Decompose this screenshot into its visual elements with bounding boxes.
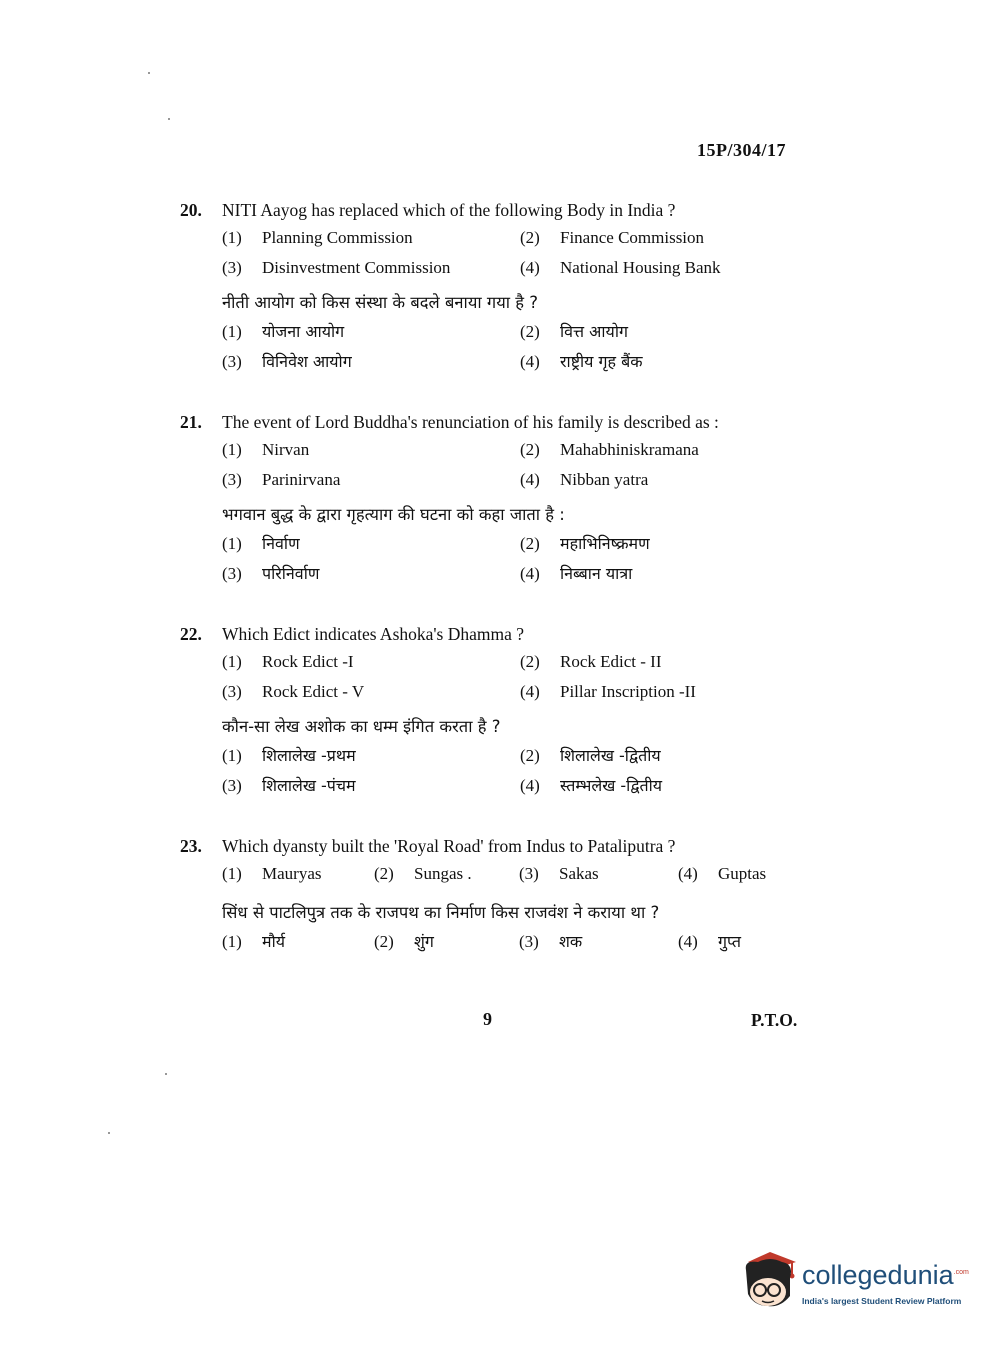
- question-21: [180, 410, 820, 590]
- hindi-option-3: (3) परिनिर्वाण: [222, 564, 320, 583]
- hindi-options: [222, 740, 820, 802]
- hindi-option-3: (3) शिलालेख -पंचम: [222, 776, 356, 795]
- option-1: (1) Nirvan: [222, 440, 310, 459]
- question-text: Which Edict indicates Ashoka's Dhamma ?: [222, 624, 525, 644]
- mascot-icon: [740, 1248, 800, 1312]
- option-1: (1) Rock Edict -I: [222, 652, 354, 671]
- option-4: (4) National Housing Bank: [520, 258, 721, 277]
- hindi-question-text: नीती आयोग को किस संस्था के बदले बनाया गया है ?: [222, 293, 539, 312]
- logo-wordmark: collegedunia$^{.com}$: [802, 1260, 969, 1290]
- option-3: (3) Disinvestment Commission: [222, 258, 451, 277]
- hindi-option-2: (2) शिलालेख -द्वितीय: [520, 746, 661, 765]
- option-3: (3) Parinirvana: [222, 470, 341, 489]
- question-number: 21.: [180, 412, 202, 432]
- option-1: (1) Planning Commission: [222, 228, 413, 247]
- paper-code: 15P/304/17: [697, 140, 786, 160]
- hindi-options: [222, 926, 820, 956]
- hindi-option-4: (4) राष्ट्रीय गृह बैंक: [520, 352, 643, 371]
- english-options: [222, 646, 820, 706]
- hindi-option-1: (1) मौर्य: [222, 932, 285, 951]
- pto-label: P.T.O.: [751, 1010, 798, 1030]
- hindi-option-2: (2) महाभिनिष्क्रमण: [520, 534, 650, 553]
- english-options: [222, 222, 820, 282]
- scan-speck: [165, 1073, 167, 1075]
- option-1: (1) Mauryas: [222, 864, 322, 883]
- scan-speck: [108, 1132, 110, 1134]
- hindi-options: [222, 316, 820, 378]
- hindi-option-4: (4) निब्बान यात्रा: [520, 564, 633, 583]
- question-23: [180, 834, 820, 956]
- hindi-options: [222, 528, 820, 590]
- question-number: 23.: [180, 836, 202, 856]
- question-number: 20.: [180, 200, 202, 220]
- collegedunia-logo: [740, 1248, 970, 1318]
- option-4: (4) Nibban yatra: [520, 470, 649, 489]
- scan-speck: [168, 118, 170, 120]
- question-text: Which dyansty built the 'Royal Road' from Indus to Pataliputra ?: [222, 836, 676, 856]
- question-text: NITI Aayog has replaced which of the following Body in India ?: [222, 200, 676, 220]
- option-2: (2) Sungas .: [374, 864, 472, 883]
- option-2: (2) Finance Commission: [520, 228, 705, 247]
- hindi-question-text: सिंध से पाटलिपुत्र तक के राजपथ का निर्माण किस राजवंश ने कराया था ?: [222, 903, 660, 922]
- logo-tagline: India's largest Student Review Platform: [802, 1296, 962, 1306]
- option-4: (4) Pillar Inscription -II: [520, 682, 696, 701]
- hindi-option-3: (3) शक: [519, 932, 583, 951]
- option-2: (2) Rock Edict - II: [520, 652, 662, 671]
- hindi-question-text: भगवान बुद्ध के द्वारा गृहत्याग की घटना को कहा जाता है :: [222, 505, 565, 524]
- option-2: (2) Mahabhiniskramana: [520, 440, 699, 459]
- option-3: (3) Rock Edict - V: [222, 682, 365, 701]
- hindi-question-text: कौन-सा लेख अशोक का धम्म इंगित करता है ?: [222, 717, 501, 736]
- hindi-option-1: (1) शिलालेख -प्रथम: [222, 746, 356, 765]
- page-number: 9: [483, 1009, 492, 1029]
- hindi-option-3: (3) विनिवेश आयोग: [222, 352, 352, 371]
- hindi-option-2: (2) शुंग: [374, 932, 434, 951]
- english-options: [222, 434, 820, 494]
- question-20: [180, 198, 820, 378]
- question-text: The event of Lord Buddha's renunciation of his family is described as :: [222, 412, 719, 432]
- question-number: 22.: [180, 624, 202, 644]
- question-22: [180, 622, 820, 802]
- hindi-option-1: (1) निर्वाण: [222, 534, 300, 553]
- option-3: (3) Sakas: [519, 864, 599, 883]
- hindi-option-4: (4) स्तम्भलेख -द्वितीय: [520, 776, 663, 795]
- hindi-option-2: (2) वित्त आयोग: [520, 322, 628, 341]
- scan-speck: [148, 72, 150, 74]
- english-options: [222, 858, 820, 892]
- option-4: (4) Guptas: [678, 864, 767, 883]
- hindi-option-1: (1) योजना आयोग: [222, 322, 345, 341]
- hindi-option-4: (4) गुप्त: [678, 932, 742, 951]
